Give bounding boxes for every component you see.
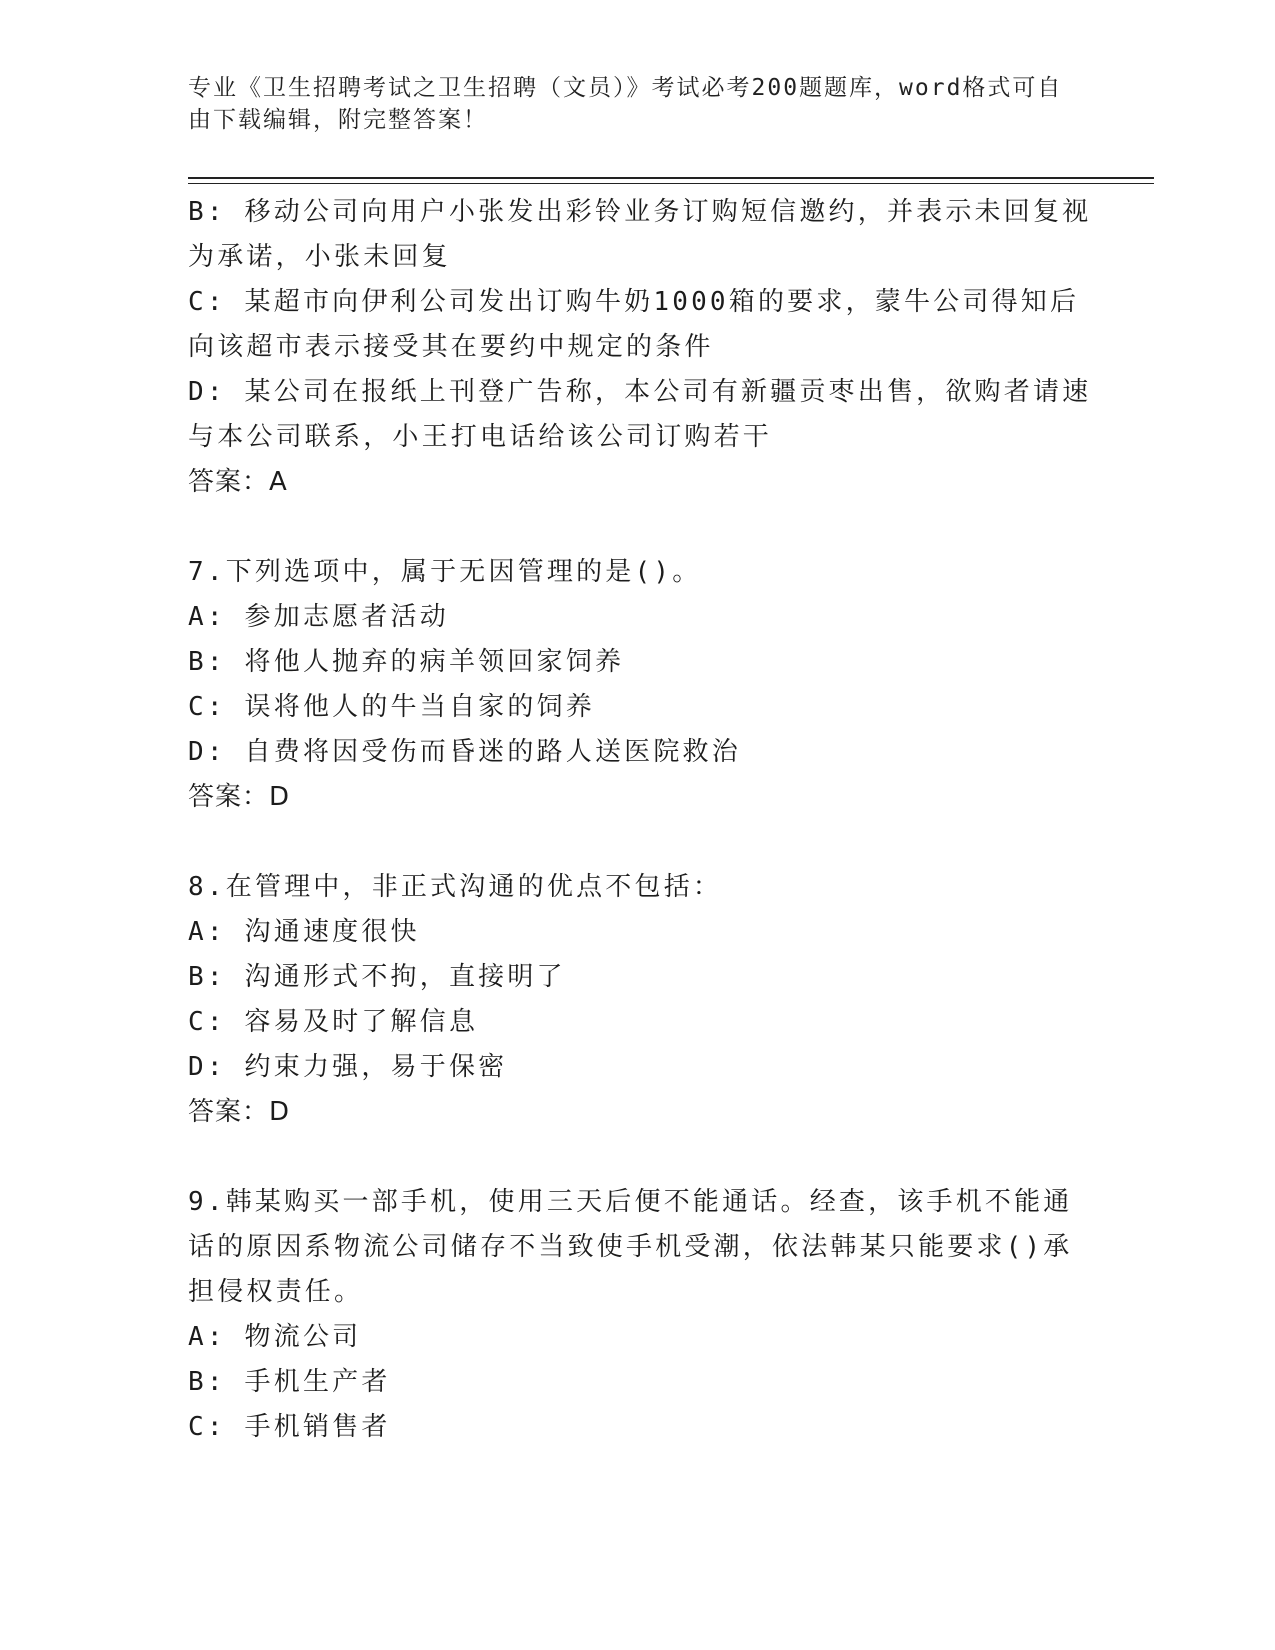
option-b-line-2: 为承诺，小张未回复: [188, 242, 451, 272]
question-content: [188, 190, 1092, 1450]
option-c: C: 误将他人的牛当自家的饲养: [188, 692, 595, 722]
question-7: [188, 550, 1088, 820]
option-a: A: 物流公司: [188, 1322, 362, 1352]
question-stem-line-3: 担侵权责任。: [188, 1277, 364, 1307]
option-c: C: 手机销售者: [188, 1412, 391, 1442]
option-d: D: 约束力强，易于保密: [188, 1052, 508, 1082]
header-rule-thick: [188, 177, 1154, 179]
option-b: B: 手机生产者: [188, 1367, 391, 1397]
option-b-line-1: B: 移动公司向用户小张发出彩铃业务订购短信邀约，并表示未回复视: [188, 197, 1092, 227]
question-8: [188, 865, 1088, 1135]
document-header: [188, 72, 1068, 136]
header-line-2: 由下载编辑，附完整答案！: [188, 107, 488, 133]
option-b: B: 沟通形式不拘，直接明了: [188, 962, 566, 992]
option-c-line-2: 向该超市表示接受其在要约中规定的条件: [188, 332, 714, 362]
answer-line: 答案：A: [188, 467, 288, 497]
question-stem: 7.下列选项中，属于无因管理的是()。: [188, 557, 702, 587]
question-stem: 8.在管理中，非正式沟通的优点不包括：: [188, 872, 723, 902]
option-d-line-2: 与本公司联系，小王打电话给该公司订购若干: [188, 422, 773, 452]
answer-line: 答案：D: [188, 782, 291, 812]
spacer: [188, 820, 1088, 865]
spacer: [188, 1135, 1088, 1180]
question-9: [188, 1180, 1088, 1450]
option-d-line-1: D: 某公司在报纸上刊登广告称，本公司有新疆贡枣出售，欲购者请速: [188, 377, 1092, 407]
option-b: B: 将他人抛弃的病羊领回家饲养: [188, 647, 625, 677]
option-a: A: 沟通速度很快: [188, 917, 420, 947]
header-line-1: 专业《卫生招聘考试之卫生招聘（文员）》考试必考200题题库，word格式可自: [188, 75, 1063, 101]
option-a: A: 参加志愿者活动: [188, 602, 449, 632]
option-c-line-1: C: 某超市向伊利公司发出订购牛奶1000箱的要求，蒙牛公司得知后: [188, 287, 1080, 317]
option-d: D: 自费将因受伤而昏迷的路人送医院救治: [188, 737, 741, 767]
question-stem-line-2: 话的原因系物流公司储存不当致使手机受潮，依法韩某只能要求()承: [188, 1232, 1073, 1262]
option-c: C: 容易及时了解信息: [188, 1007, 479, 1037]
question-6-continuation: [188, 190, 1092, 505]
answer-line: 答案：D: [188, 1097, 291, 1127]
spacer: [188, 505, 1088, 550]
header-rule-thin: [188, 183, 1154, 184]
question-stem-line-1: 9.韩某购买一部手机，使用三天后便不能通话。经查，该手机不能通: [188, 1187, 1073, 1217]
